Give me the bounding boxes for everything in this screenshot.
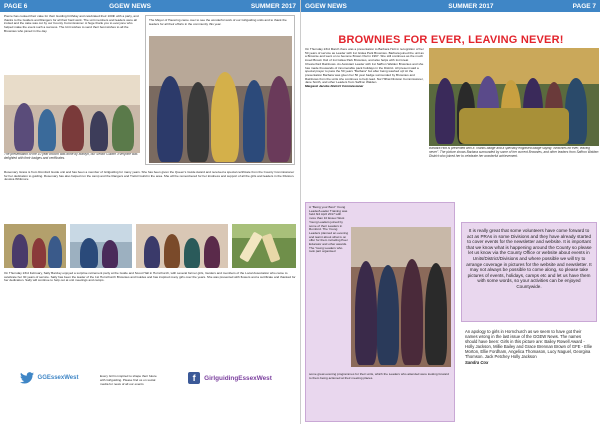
photo-camp-c — [136, 224, 228, 268]
issue-label: SUMMER 2017 — [448, 2, 494, 10]
article-signoff: Margaret Jacobs District Commissioner — [305, 84, 364, 89]
article-barbara-body: On Thursday 23rd March there was a presentation to Barbara Holt in recognition of her 50 years of service as Leader with 1st Gidea Park Brownies. Barbara joined the unit as a Brownie and went on to become Brown Owl in 1967. She still continues as the much loved Brown Owl of 1st Gidea Park Brownies, and also helps with 1st Great Chesterford Rainbows. As Assistant Leader with 1st Saffron Walden Brownies and she has made thousands of innumerable pack holidays in the District. All present said a special prayer to pass the 50 years "Barbara" but after being washed up! At the presentation Barbara was given her 50 year badge surrounded by Brownies and Rainbows from the units she continues to help lead. Nor Hilhat Division Commissioner, Jane Smith, and other Leaders from Saffron Walden. — [305, 48, 424, 85]
page-number: PAGE 7 — [572, 2, 596, 10]
social-note-text: Every Girl is inspired to shape their future with Girlguiding. Please find us on social media for news of all our events — [100, 374, 157, 386]
photo-camp-a — [4, 224, 66, 268]
photo-mayor-visit — [149, 36, 292, 163]
page-number: PAGE 6 — [4, 2, 28, 10]
pra-panel — [461, 222, 597, 322]
article-title: BROWNIES FOR EVER, LEAVING NEVER! — [338, 34, 564, 46]
right-page-header — [301, 0, 600, 12]
twitter-card[interactable] — [4, 348, 94, 408]
photo-cake-party — [4, 75, 140, 153]
photo-camp-b — [70, 224, 132, 268]
pra-text: It is really great that some volunteers have come forward to act as PRAs in some Divisions and they have already started to cover events for the newsletter and website. It is important that we know what is happening around the County so please let us know via the County Office or website about events in Units/District/Divisions and where possible we will try to arrange coverage in pictures for the website and newsletter. It may not always be possible to come along, so please take pictures of events, holidays, camps etc and let us have them with some words, so your activities can be enjoyed Countywide. — [466, 228, 592, 289]
photo-camp-d — [232, 224, 296, 268]
caption-mayor: The Mayor of Havering came over to see the wonderful work of our Girlguiding units and to thank the leaders for all their efforts in the community this year. — [149, 19, 287, 26]
apology-text: An apology to girls in Hornchurch as we seem to have got their names wrong in the last issue of the GGEW News. The names should have been: Girls in this picture are: Bailey Rowell Award - Holly Jackson, Millie Bailey and Grace Brennan Brown of GFE - Ellie Morton, Ellie Fordham, Angelica Thomason, Lucy Naguel, Georgina Thomson. Jack Petchey Holly Jackson — [465, 329, 593, 360]
mayor-panel — [145, 15, 295, 165]
facebook-icon: f — [188, 372, 200, 384]
caption-cake: The presentation of the 10 year brooch was done by Marilyn, our Senior Guider. Everyone was delighted with their badges and certificates. — [4, 153, 138, 160]
article-rosemary: Rosemary Grass is from Romford Guide unit and has been a member of Girlguiding for many years. She has been given the Queen's Guide Award and received a special certificate from the County Commissioner for her dedication to guiding. Rosemary has also helped run the camp and the Rangers and Trefoil Guild in the area. She will be remembered for her kindness and support of all the girls and leaders in the Division. Jessica Whitmore — [4, 171, 295, 182]
caption-brownies-group: Barbara Holt is presented with a Thanks badge and a specially engraved badge saying "Brownies for ever, leaving never". The picture shows Barbara surrounded by some of her current Brownies, and other leaders from Saffron Walden District who joined her to celebrate her wonderful achievement. — [429, 147, 599, 158]
left-page-header — [0, 0, 300, 12]
leader-training-text-end: some great evening programmes for their units, which the Leaders who attended were looking forward to them being actioned at their meeting places. — [309, 373, 449, 380]
article-barbara — [305, 48, 425, 176]
issue-label: SUMMER 2017 — [250, 2, 296, 10]
photo-young-leaders — [351, 227, 451, 367]
twitter-handle: GGEssexWest — [37, 375, 79, 381]
article-cake: Pierce has cooked their cake for their Guiding birthday and celebrated their 100th with a party, and thanks to the Guiders and Rangers for all their hard work. The unit members and leaders were all invited and the cake was cut by our County Commissioner. A huge thank you to everyone who helped make the event such a success. The Unit wishes to send their best wishes to all the Brownies who joined in the day. — [4, 15, 139, 33]
twitter-icon — [20, 372, 34, 384]
leader-training-text: A "Being your Best" Young Leader/Leader Training was held 3rd April 2017 with more than 10 Essex West Young Leaders joined by some of their Leaders in Romford. The Young Leaders planned an evening and learnt about what is on offer for them including Peer Educator and other awards. The Young Leaders who took part organised — [309, 206, 349, 254]
apology-signoff: Sandra Cox — [465, 359, 489, 365]
apology-notice — [461, 326, 597, 422]
right-page — [300, 0, 600, 424]
social-note — [100, 340, 158, 422]
photo-brownies-group — [429, 48, 599, 146]
newsletter-name: GGEW NEWS — [109, 2, 151, 10]
facebook-card[interactable] — [164, 348, 296, 408]
leader-training-panel — [305, 202, 455, 422]
newsletter-name: GGEW NEWS — [305, 2, 347, 10]
social-media-block — [4, 340, 296, 422]
article-retirement: On Thursday 23rd February, Sally Barclay enjoyed a surprise retirement party at the Guide and Scout Hall in Hornchurch, with several former girls, Guiders and members of the Local Association who came to celebrate her 30 years of service. Sally has been the leader of the 1st Hornchurch Brownies and Guides and has inspired many girls over the years. She was presented with flowers and a certificate and thanked for her dedication. Sally will continue to help out at unit meetings and camps. — [4, 272, 296, 283]
facebook-handle: GirlguidingEssexWest — [204, 374, 272, 382]
